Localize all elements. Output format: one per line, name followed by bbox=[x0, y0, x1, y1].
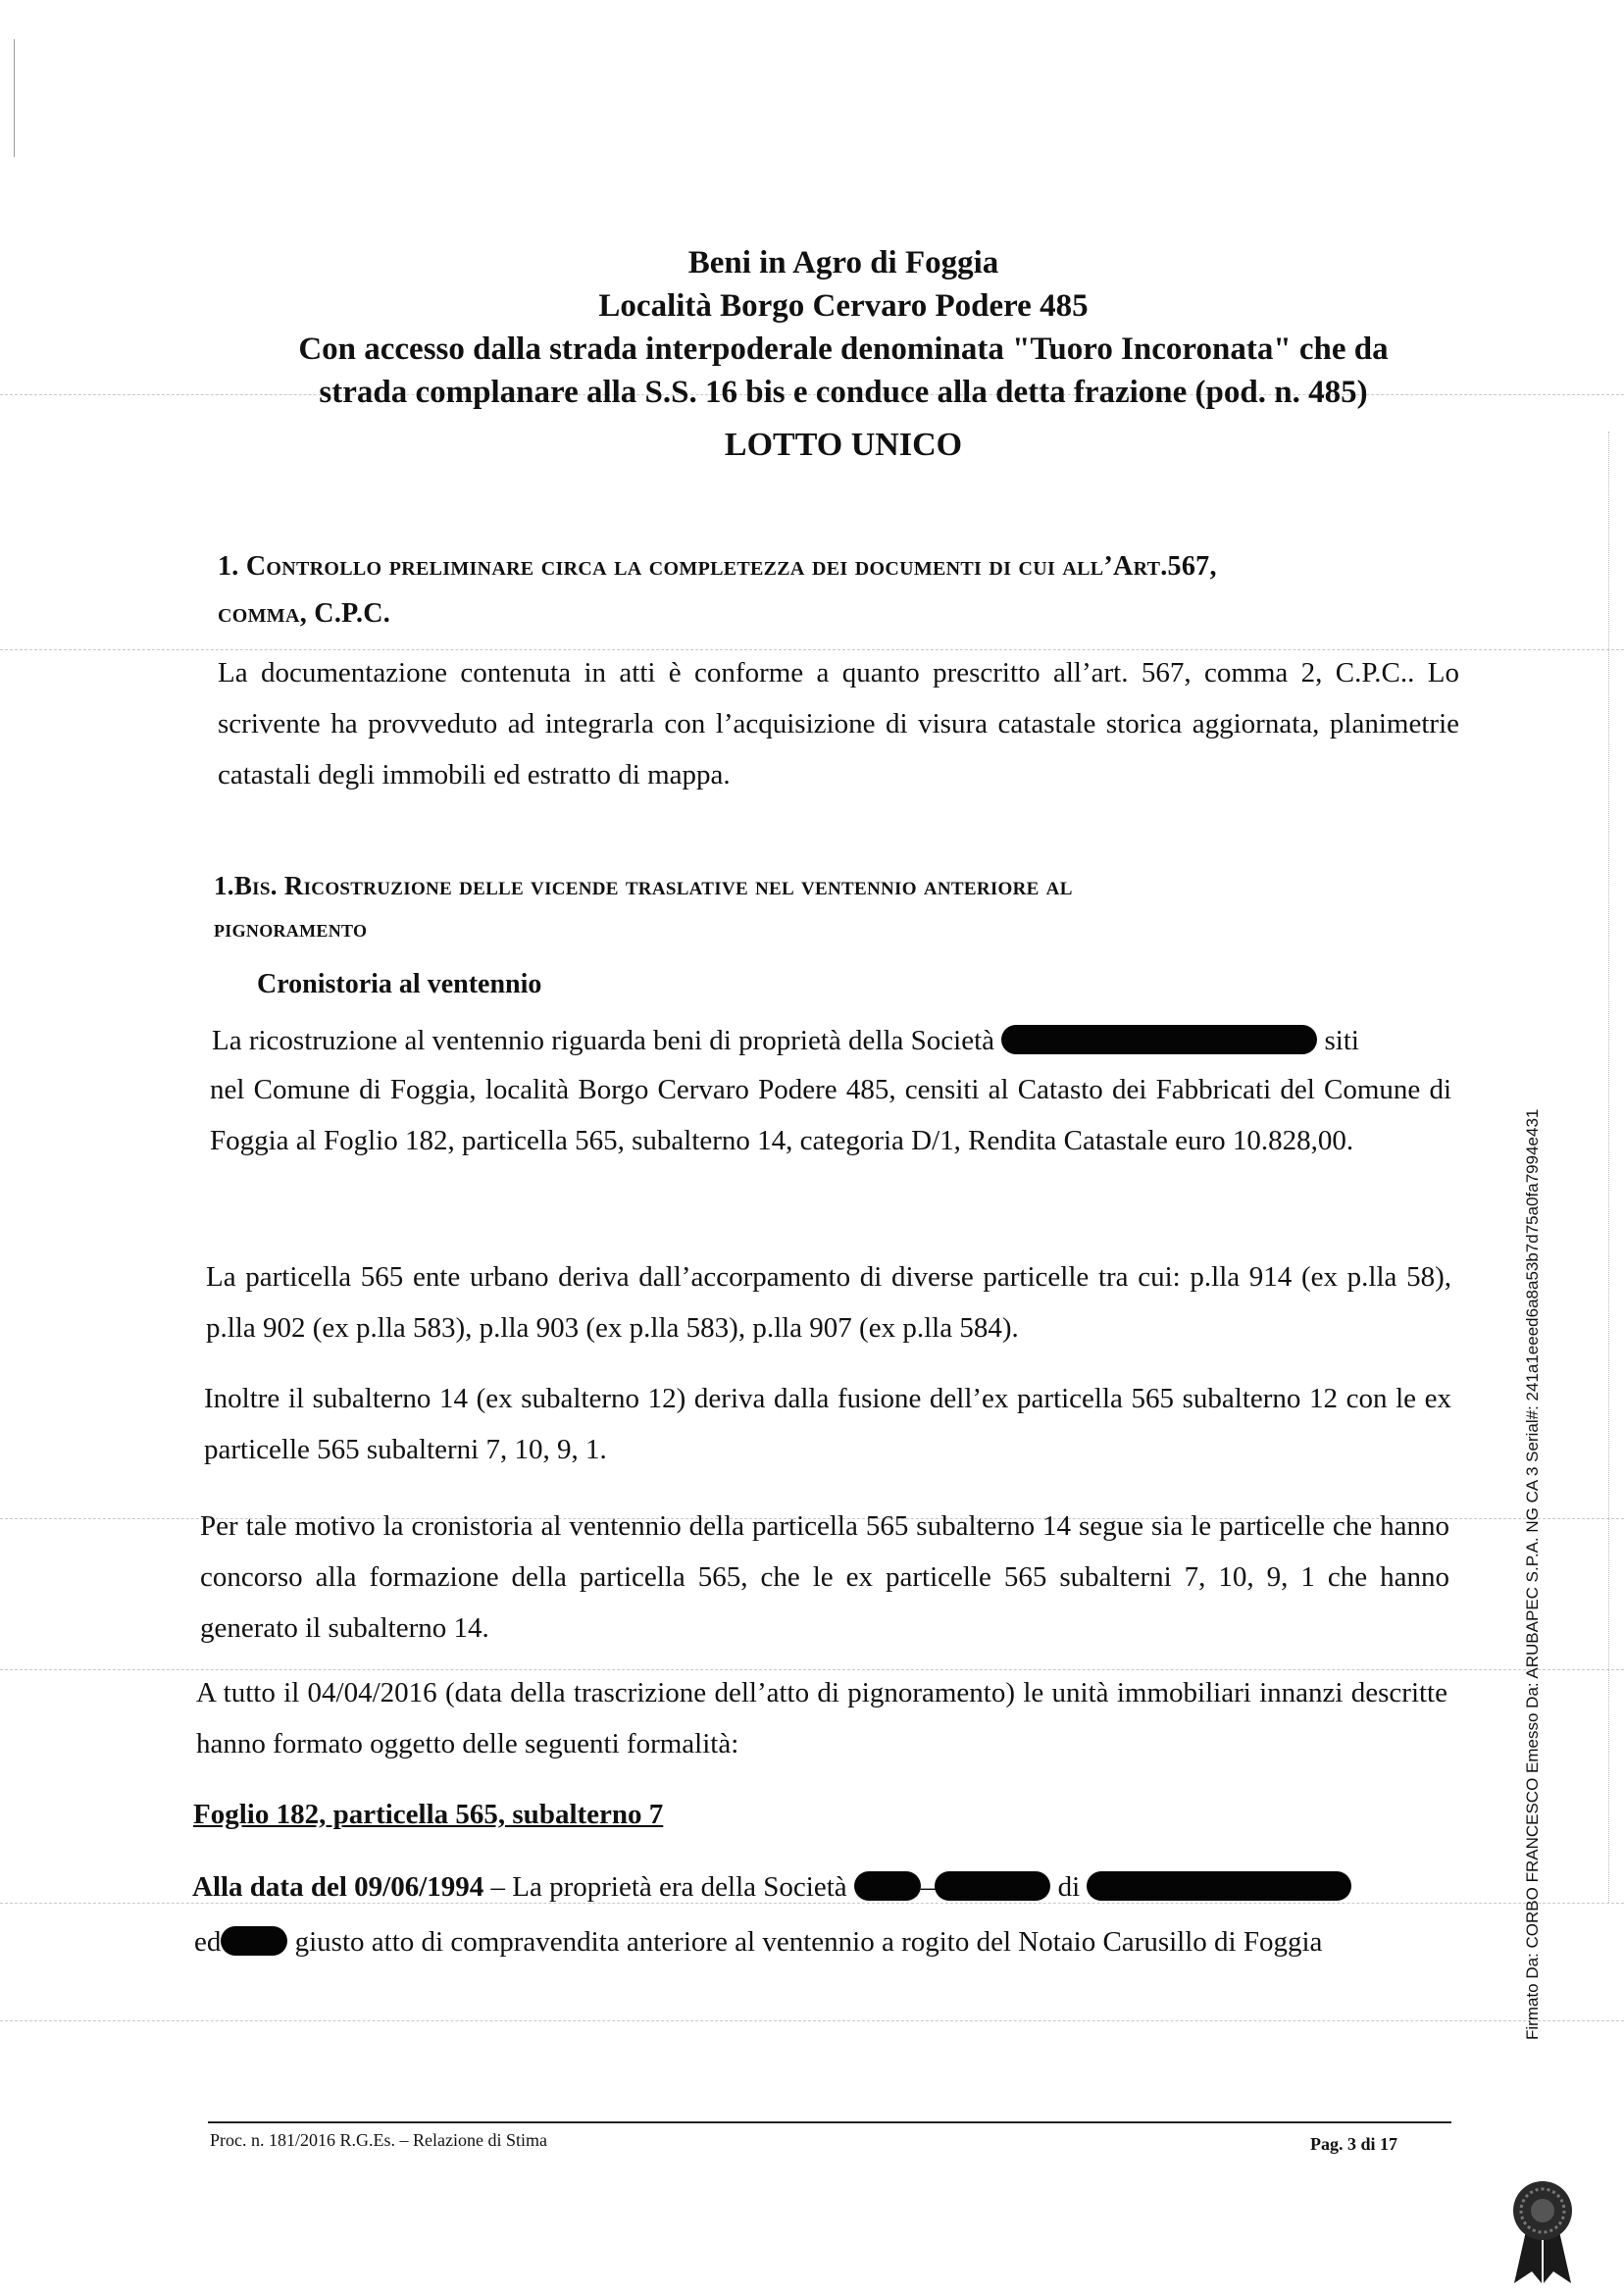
digital-signature-text: Firmato Da: CORBO FRANCESCO Emesso Da: ARUBAPEC S.P.A. NG CA 3 Serial#: 241a1eeed6a8a53b7d75a0fa7994e431 bbox=[1523, 1108, 1542, 2040]
p1-start: La ricostruzione al ventennio riguarda beni di proprietà della Società bbox=[212, 1025, 994, 1056]
footer-proc: Proc. n. 181/2016 R.G.Es. – Relazione di Stima bbox=[210, 2130, 547, 2150]
di-label: di bbox=[1057, 1871, 1081, 1903]
ed-label: ed bbox=[194, 1926, 222, 1958]
scan-edge-mark bbox=[14, 39, 15, 157]
p1-first-line bbox=[212, 1025, 1453, 1057]
section-1-title: 1. Controllo preliminare circa la completezza dei documenti di cui all’Art.567, bbox=[218, 551, 1217, 582]
last-line-rest: giusto atto di compravendita anteriore al ventennio a rogito del Notaio Carusillo di Foggia bbox=[294, 1926, 1323, 1958]
section-1bis-title-cont: pignoramento bbox=[214, 916, 368, 943]
title-line-1: Beni in Agro di Foggia bbox=[687, 245, 999, 280]
section-1-title-cont: comma, C.P.C. bbox=[218, 598, 391, 629]
foglio-heading: Foglio 182, particella 565, subalterno 7 bbox=[193, 1799, 664, 1830]
date-label: Alla data del 09/06/1994 bbox=[192, 1871, 484, 1903]
paragraph-4: Per tale motivo la cronistoria al ventennio della particella 565 subalterno 14 segue sia le particelle che hanno concorso alla formazione della particella 565, che le ex particelle 565 subalterni 7, 10, 9, 1 che hanno generato il subalterno 14. bbox=[200, 1510, 1449, 1644]
signature-seal-icon bbox=[1508, 2177, 1577, 2285]
last-line bbox=[194, 1926, 1322, 1959]
scan-edge-mark bbox=[1608, 432, 1609, 1903]
dash: – bbox=[920, 1871, 936, 1903]
paragraph-5: A tutto il 04/04/2016 (data della trascrizione dell’atto di pignoramento) le unità immobiliari innanzi descritte hanno formato oggetto delle seguenti formalità: bbox=[196, 1677, 1447, 1759]
redaction bbox=[935, 1871, 1050, 1901]
footer-rule bbox=[208, 2121, 1451, 2123]
paragraph-3: Inoltre il subalterno 14 (ex subalterno 12) deriva dalla fusione dell’ex particella 565 subalterno 12 con le ex particelle 565 subalterni 7, 10, 9, 1. bbox=[204, 1383, 1451, 1465]
p1-after-redaction: siti bbox=[1324, 1025, 1359, 1056]
page-number: Pag. 3 di 17 bbox=[1310, 2134, 1398, 2154]
paragraph-2: La particella 565 ente urbano deriva dall’accorpamento di diverse particelle tra cui: p.lla 914 (ex p.lla 58), p.lla 902 (ex p.lla 583), p.lla 903 (ex p.lla 583), p.lla 907 (ex p.lla 584). bbox=[206, 1261, 1451, 1344]
title-line-2: Località Borgo Cervaro Podere 485 bbox=[598, 288, 1089, 324]
date-text: – La proprietà era della Società bbox=[490, 1871, 847, 1903]
section-1-body: La documentazione contenuta in atti è conforme a quanto prescritto all’art. 567, comma 2, C.P.C.. Lo scrivente ha provveduto ad integrarla con l’acquisizione di visura catastale storica aggiornata, planimetrie catastali degli immobili ed estratto di mappa. bbox=[218, 657, 1459, 790]
redaction bbox=[854, 1871, 921, 1901]
title-line-4: strada complanare alla S.S. 16 bis e conduce alla detta frazione (pod. n. 485) bbox=[319, 375, 1368, 410]
redaction bbox=[1001, 1025, 1317, 1054]
title-line-3: Con accesso dalla strada interpoderale denominata "Tuoro Incoronata" che da bbox=[298, 331, 1389, 367]
redaction bbox=[221, 1926, 287, 1956]
lotto-title: LOTTO UNICO bbox=[724, 427, 963, 463]
section-1bis-title: 1.Bis. Ricostruzione delle vicende traslative nel ventennio anteriore al bbox=[214, 871, 1073, 900]
scan-line bbox=[0, 2020, 1624, 2021]
cronistoria-heading: Cronistoria al ventennio bbox=[257, 969, 542, 999]
date-line bbox=[192, 1871, 1351, 1904]
redaction bbox=[1087, 1871, 1351, 1901]
p1-rest: nel Comune di Foggia, località Borgo Cervaro Podere 485, censiti al Catasto dei Fabbricati del Comune di Foggia al Foglio 182, particella 565, subalterno 14, categoria D/1, Rendita Catastale euro 10.828,00. bbox=[210, 1074, 1451, 1156]
